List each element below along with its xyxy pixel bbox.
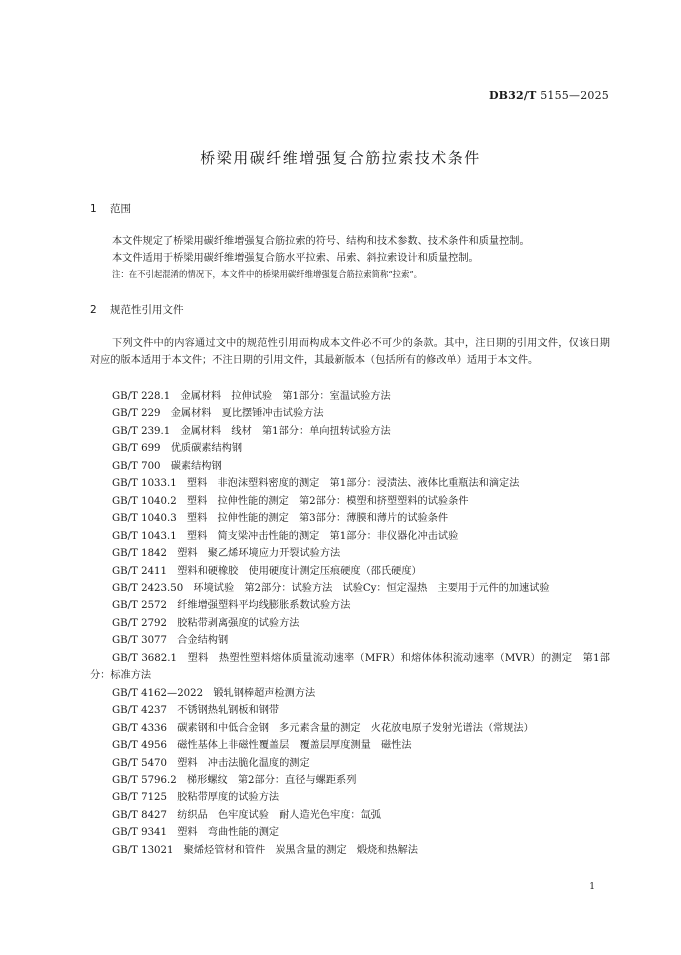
reference-code: GB/T 228.1 bbox=[112, 391, 171, 402]
reference-code: GB/T 3077 bbox=[112, 635, 168, 647]
section-title: 范围 bbox=[110, 203, 131, 215]
section-heading-scope bbox=[90, 201, 131, 216]
reference-item bbox=[90, 807, 610, 824]
reference-item bbox=[90, 615, 610, 632]
reference-item bbox=[90, 824, 610, 841]
reference-code: GB/T 2792 bbox=[112, 617, 168, 629]
reference-item bbox=[90, 737, 610, 754]
reference-item bbox=[90, 563, 610, 580]
reference-title: 纺织品 色牢度试验 耐人造光色牢度：氙弧 bbox=[167, 809, 381, 821]
reference-item bbox=[90, 789, 610, 806]
reference-item bbox=[90, 475, 610, 492]
reference-code: GB/T 4237 bbox=[112, 705, 168, 717]
reference-item bbox=[90, 842, 610, 859]
reference-code: GB/T 1033.1 bbox=[112, 478, 177, 490]
reference-title: 纤维增强塑料平均线膨胀系数试验方法 bbox=[167, 600, 351, 612]
reference-item bbox=[90, 458, 610, 475]
reference-item bbox=[90, 597, 610, 614]
reference-code: GB/T 2572 bbox=[112, 600, 168, 612]
reference-title: 塑料 聚乙烯环境应力开裂试验方法 bbox=[167, 548, 341, 560]
reference-title: 塑料 热塑性塑料熔体质量流动速率（MFR）和熔体体积流动速率（MVR）的测定 第1部分：标准方法 bbox=[90, 652, 610, 682]
reference-title: 金属材料 线材 第1部分：单向扭转试验方法 bbox=[170, 425, 391, 437]
reference-title: 胶粘带厚度的试验方法 bbox=[167, 792, 280, 804]
scope-note: 注：在不引起混淆的情况下，本文件中的桥梁用碳纤维增强复合筋拉索简称“拉索”。 bbox=[112, 269, 423, 280]
section-number: 1 bbox=[90, 203, 97, 215]
standard-prefix: DB32/T bbox=[488, 89, 537, 102]
reference-title: 合金结构钢 bbox=[167, 635, 229, 647]
reference-code: GB/T 2411 bbox=[112, 565, 168, 577]
reference-list bbox=[90, 388, 610, 859]
reference-title: 不锈钢热轧钢板和钢带 bbox=[167, 705, 280, 717]
reference-code: GB/T 8427 bbox=[112, 809, 168, 821]
reference-code: GB/T 13021 bbox=[112, 844, 174, 856]
reference-code: GB/T 2423.50 bbox=[112, 582, 184, 594]
reference-code: GB/T 1040.2 bbox=[112, 495, 177, 507]
reference-item bbox=[90, 405, 610, 422]
section-title: 规范性引用文件 bbox=[110, 304, 184, 316]
reference-item bbox=[90, 580, 610, 597]
reference-title: 金属材料 夏比摆锤冲击试验方法 bbox=[160, 408, 324, 420]
reference-code: GB/T 3682.1 bbox=[112, 652, 177, 664]
reference-item bbox=[90, 632, 610, 649]
reference-item bbox=[90, 388, 610, 405]
reference-title: 塑料 简支梁冲击性能的测定 第1部分：非仪器化冲击试验 bbox=[176, 530, 459, 542]
reference-code: GB/T 5796.2 bbox=[112, 774, 177, 786]
reference-code: GB/T 4956 bbox=[112, 740, 168, 752]
reference-code: GB/T 5470 bbox=[112, 757, 168, 769]
page-number: 1 bbox=[589, 882, 595, 892]
scope-paragraph: 本文件适用于桥梁用碳纤维增强复合筋水平拉索、吊索、斜拉索设计和质量控制。 bbox=[112, 253, 479, 265]
reference-code: GB/T 1040.3 bbox=[112, 513, 177, 525]
reference-title: 塑料 拉伸性能的测定 第2部分：模塑和挤塑塑料的试验条件 bbox=[176, 495, 469, 507]
reference-code: GB/T 239.1 bbox=[112, 425, 171, 437]
reference-title: 磁性基体上非磁性覆盖层 覆盖层厚度测量 磁性法 bbox=[167, 740, 412, 752]
document-title: 桥梁用碳纤维增强复合筋拉索技术条件 bbox=[200, 149, 481, 167]
reference-title: 塑料 拉伸性能的测定 第3部分：薄膜和薄片的试验条件 bbox=[176, 513, 449, 525]
reference-code: GB/T 700 bbox=[112, 460, 161, 472]
reference-item bbox=[90, 720, 610, 737]
standard-code bbox=[489, 89, 609, 102]
section-heading-normative-references bbox=[90, 302, 184, 317]
reference-item bbox=[90, 650, 610, 685]
reference-title: 金属材料 拉伸试验 第1部分：室温试验方法 bbox=[170, 391, 391, 402]
reference-title: 塑料 弯曲性能的测定 bbox=[167, 827, 280, 839]
reference-code: GB/T 1043.1 bbox=[112, 530, 177, 542]
section-number: 2 bbox=[90, 304, 97, 316]
reference-code: GB/T 7125 bbox=[112, 792, 168, 804]
reference-title: 环境试验 第2部分：试验方法 试验Cy：恒定湿热 主要用于元件的加速试验 bbox=[183, 582, 550, 594]
reference-title: 锻轧钢棒超声检测方法 bbox=[203, 687, 316, 699]
reference-code: GB/T 4162—2022 bbox=[112, 687, 204, 699]
reference-code: GB/T 9341 bbox=[112, 827, 168, 839]
reference-item bbox=[90, 528, 610, 545]
reference-title: 梯形螺纹 第2部分：直径与螺距系列 bbox=[176, 774, 357, 786]
reference-code: GB/T 1842 bbox=[112, 548, 168, 560]
reference-item bbox=[90, 493, 610, 510]
reference-item bbox=[90, 423, 610, 440]
reference-title: 塑料 冲击法脆化温度的测定 bbox=[167, 757, 310, 769]
reference-item bbox=[90, 702, 610, 719]
reference-item bbox=[90, 772, 610, 789]
reference-title: 优质碳素结构钢 bbox=[160, 443, 243, 455]
intro-paragraph: 下列文件中的内容通过文中的规范性引用而构成本文件必不可少的条款。其中，注日期的引用文件，仅该日期对应的版本适用于本文件；不注日期的引用文件，其最新版本（包括所有的修改单）适用于本文件。 bbox=[90, 338, 610, 367]
scope-section bbox=[90, 233, 610, 282]
reference-title: 碳素钢和中低合金钢 多元素含量的测定 火花放电原子发射光谱法（常规法） bbox=[167, 722, 534, 734]
reference-item bbox=[90, 440, 610, 457]
reference-title: 胶粘带剥离强度的试验方法 bbox=[167, 617, 300, 629]
reference-title: 塑料和硬橡胶 使用硬度计测定压痕硬度（邵氏硬度） bbox=[167, 565, 422, 577]
reference-code: GB/T 229 bbox=[112, 408, 161, 420]
reference-code: GB/T 699 bbox=[112, 443, 161, 455]
scope-paragraph: 本文件规定了桥梁用碳纤维增强复合筋拉索的符号、结构和技术参数、技术条件和质量控制。 bbox=[112, 236, 530, 247]
reference-title: 塑料 非泡沫塑料密度的测定 第1部分：浸渍法、液体比重瓶法和滴定法 bbox=[176, 478, 520, 490]
standard-number: 5155—2025 bbox=[540, 89, 609, 102]
reference-item bbox=[90, 685, 610, 702]
reference-item bbox=[90, 510, 610, 527]
reference-title: 碳素结构钢 bbox=[160, 460, 222, 472]
reference-item bbox=[90, 755, 610, 772]
reference-item bbox=[90, 545, 610, 562]
reference-code: GB/T 4336 bbox=[112, 722, 168, 734]
references-intro bbox=[90, 335, 610, 369]
reference-title: 聚烯烃管材和管件 炭黑含量的测定 煅烧和热解法 bbox=[173, 844, 418, 856]
